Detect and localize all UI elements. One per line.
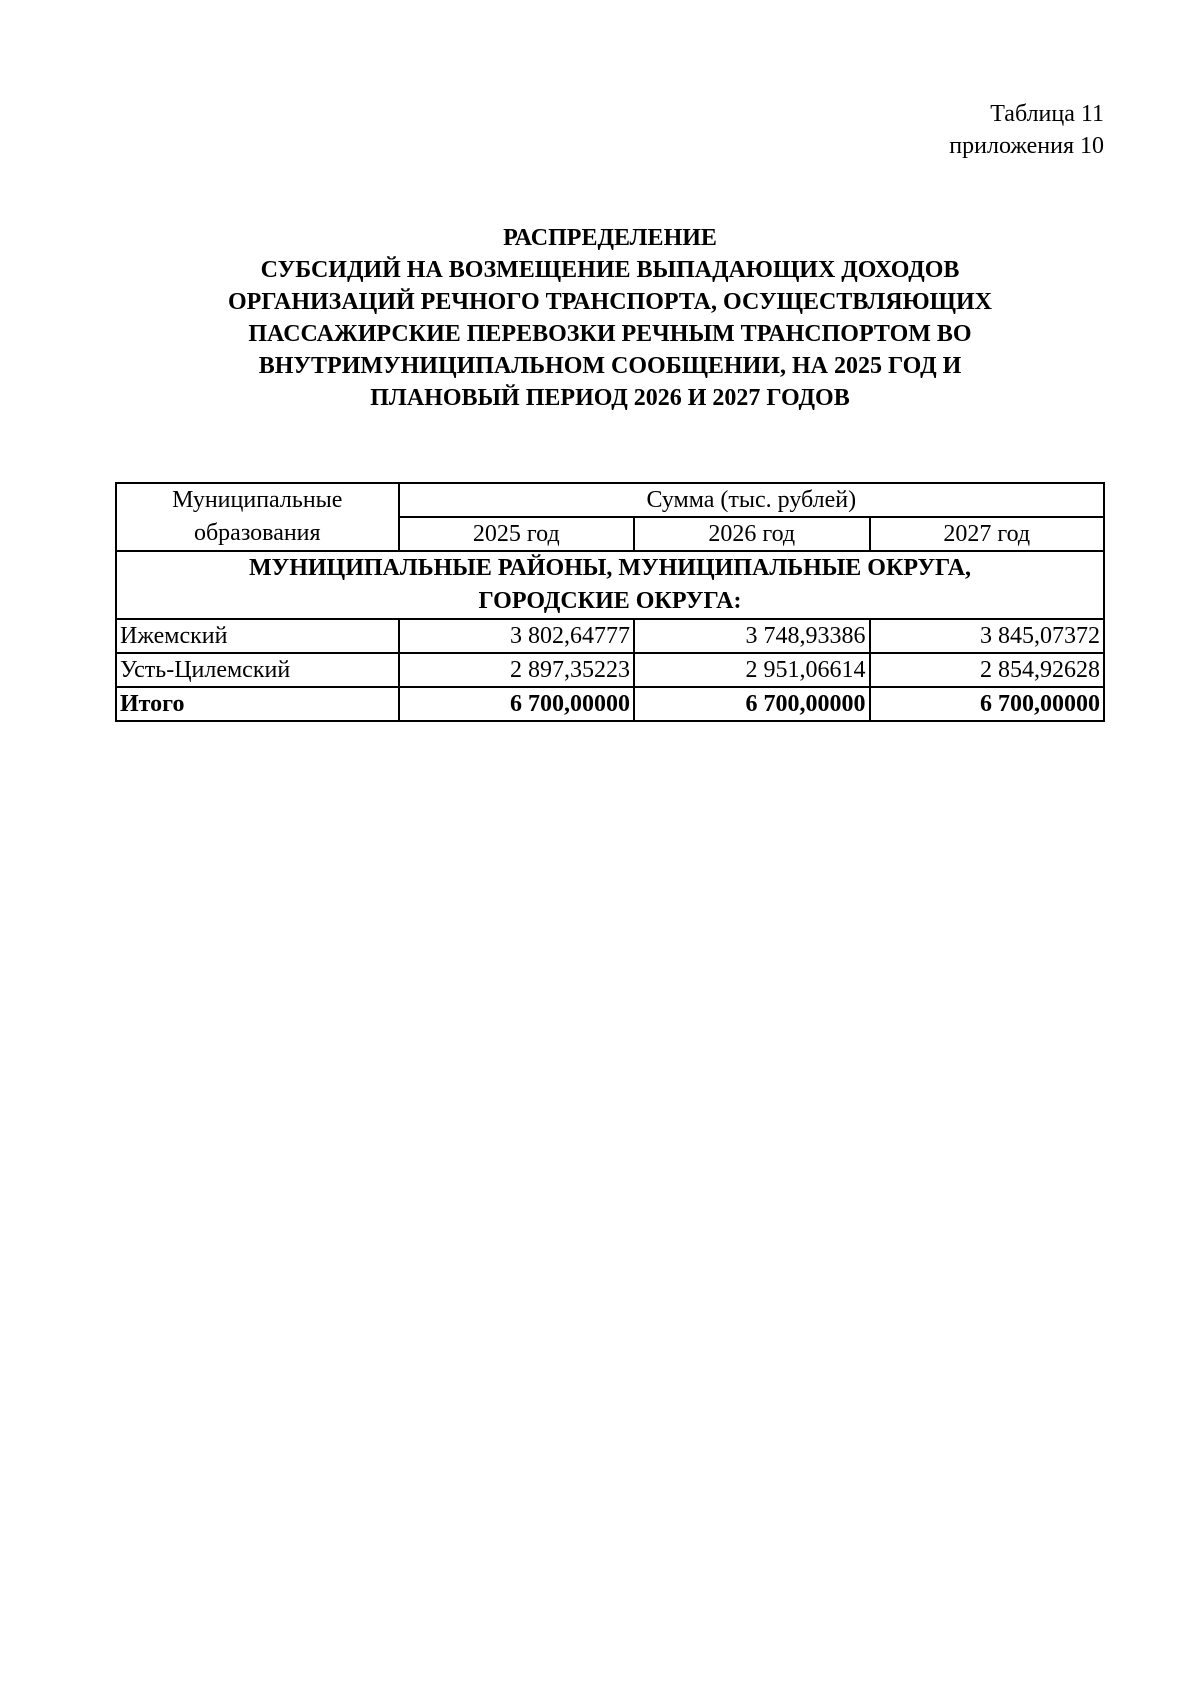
municipality-name: Усть-Цилемский <box>116 653 399 687</box>
header-year-2027: 2027 год <box>870 517 1105 551</box>
title-line: ПЛАНОВЫЙ ПЕРИОД 2026 И 2027 ГОДОВ <box>370 385 850 411</box>
header-municipalities <box>116 483 399 551</box>
total-2027: 6 700,00000 <box>870 687 1105 721</box>
section-heading <box>116 551 1104 619</box>
title-line: ВНУТРИМУНИЦИПАЛЬНОМ СООБЩЕНИИ, НА 2025 ГОД И <box>258 353 962 379</box>
section-heading-line1: МУНИЦИПАЛЬНЫЕ РАЙОНЫ, МУНИЦИПАЛЬНЫЕ ОКРУГА, <box>248 555 972 581</box>
total-2026: 6 700,00000 <box>634 687 869 721</box>
title-line: СУБСИДИЙ НА ВОЗМЕЩЕНИЕ ВЫПАДАЮЩИХ ДОХОДОВ <box>260 257 960 283</box>
table-caption <box>949 98 1104 162</box>
title-line: РАСПРЕДЕЛЕНИЕ <box>503 225 717 251</box>
total-row <box>116 687 1104 721</box>
total-2025: 6 700,00000 <box>399 687 634 721</box>
table-row <box>116 653 1104 687</box>
header-municipalities-line2: образования <box>193 520 321 546</box>
section-heading-line2: ГОРОДСКИЕ ОКРУГА: <box>478 588 742 614</box>
amount-2026: 2 951,06614 <box>634 653 869 687</box>
document-title <box>115 222 1105 414</box>
total-label: Итого <box>116 687 399 721</box>
title-line: ПАССАЖИРСКИЕ ПЕРЕВОЗКИ РЕЧНЫМ ТРАНСПОРТОМ ВО <box>248 321 972 347</box>
amount-2025: 3 802,64777 <box>399 619 634 653</box>
header-year-2025: 2025 год <box>399 517 634 551</box>
header-sum: Сумма (тыс. рублей) <box>399 483 1104 517</box>
amount-2027: 3 845,07372 <box>870 619 1105 653</box>
table-row <box>116 619 1104 653</box>
distribution-table <box>115 482 1105 722</box>
header-municipalities-line1: Муниципальные <box>172 487 343 513</box>
amount-2025: 2 897,35223 <box>399 653 634 687</box>
header-row <box>116 483 1104 517</box>
municipality-name: Ижемский <box>116 619 399 653</box>
section-row <box>116 551 1104 619</box>
amount-2027: 2 854,92628 <box>870 653 1105 687</box>
amount-2026: 3 748,93386 <box>634 619 869 653</box>
header-year-2026: 2026 год <box>634 517 869 551</box>
caption-table-number: Таблица 11 <box>990 101 1104 127</box>
caption-appendix: приложения 10 <box>949 133 1104 159</box>
title-line: ОРГАНИЗАЦИЙ РЕЧНОГО ТРАНСПОРТА, ОСУЩЕСТВЛЯЮЩИХ <box>228 289 992 315</box>
